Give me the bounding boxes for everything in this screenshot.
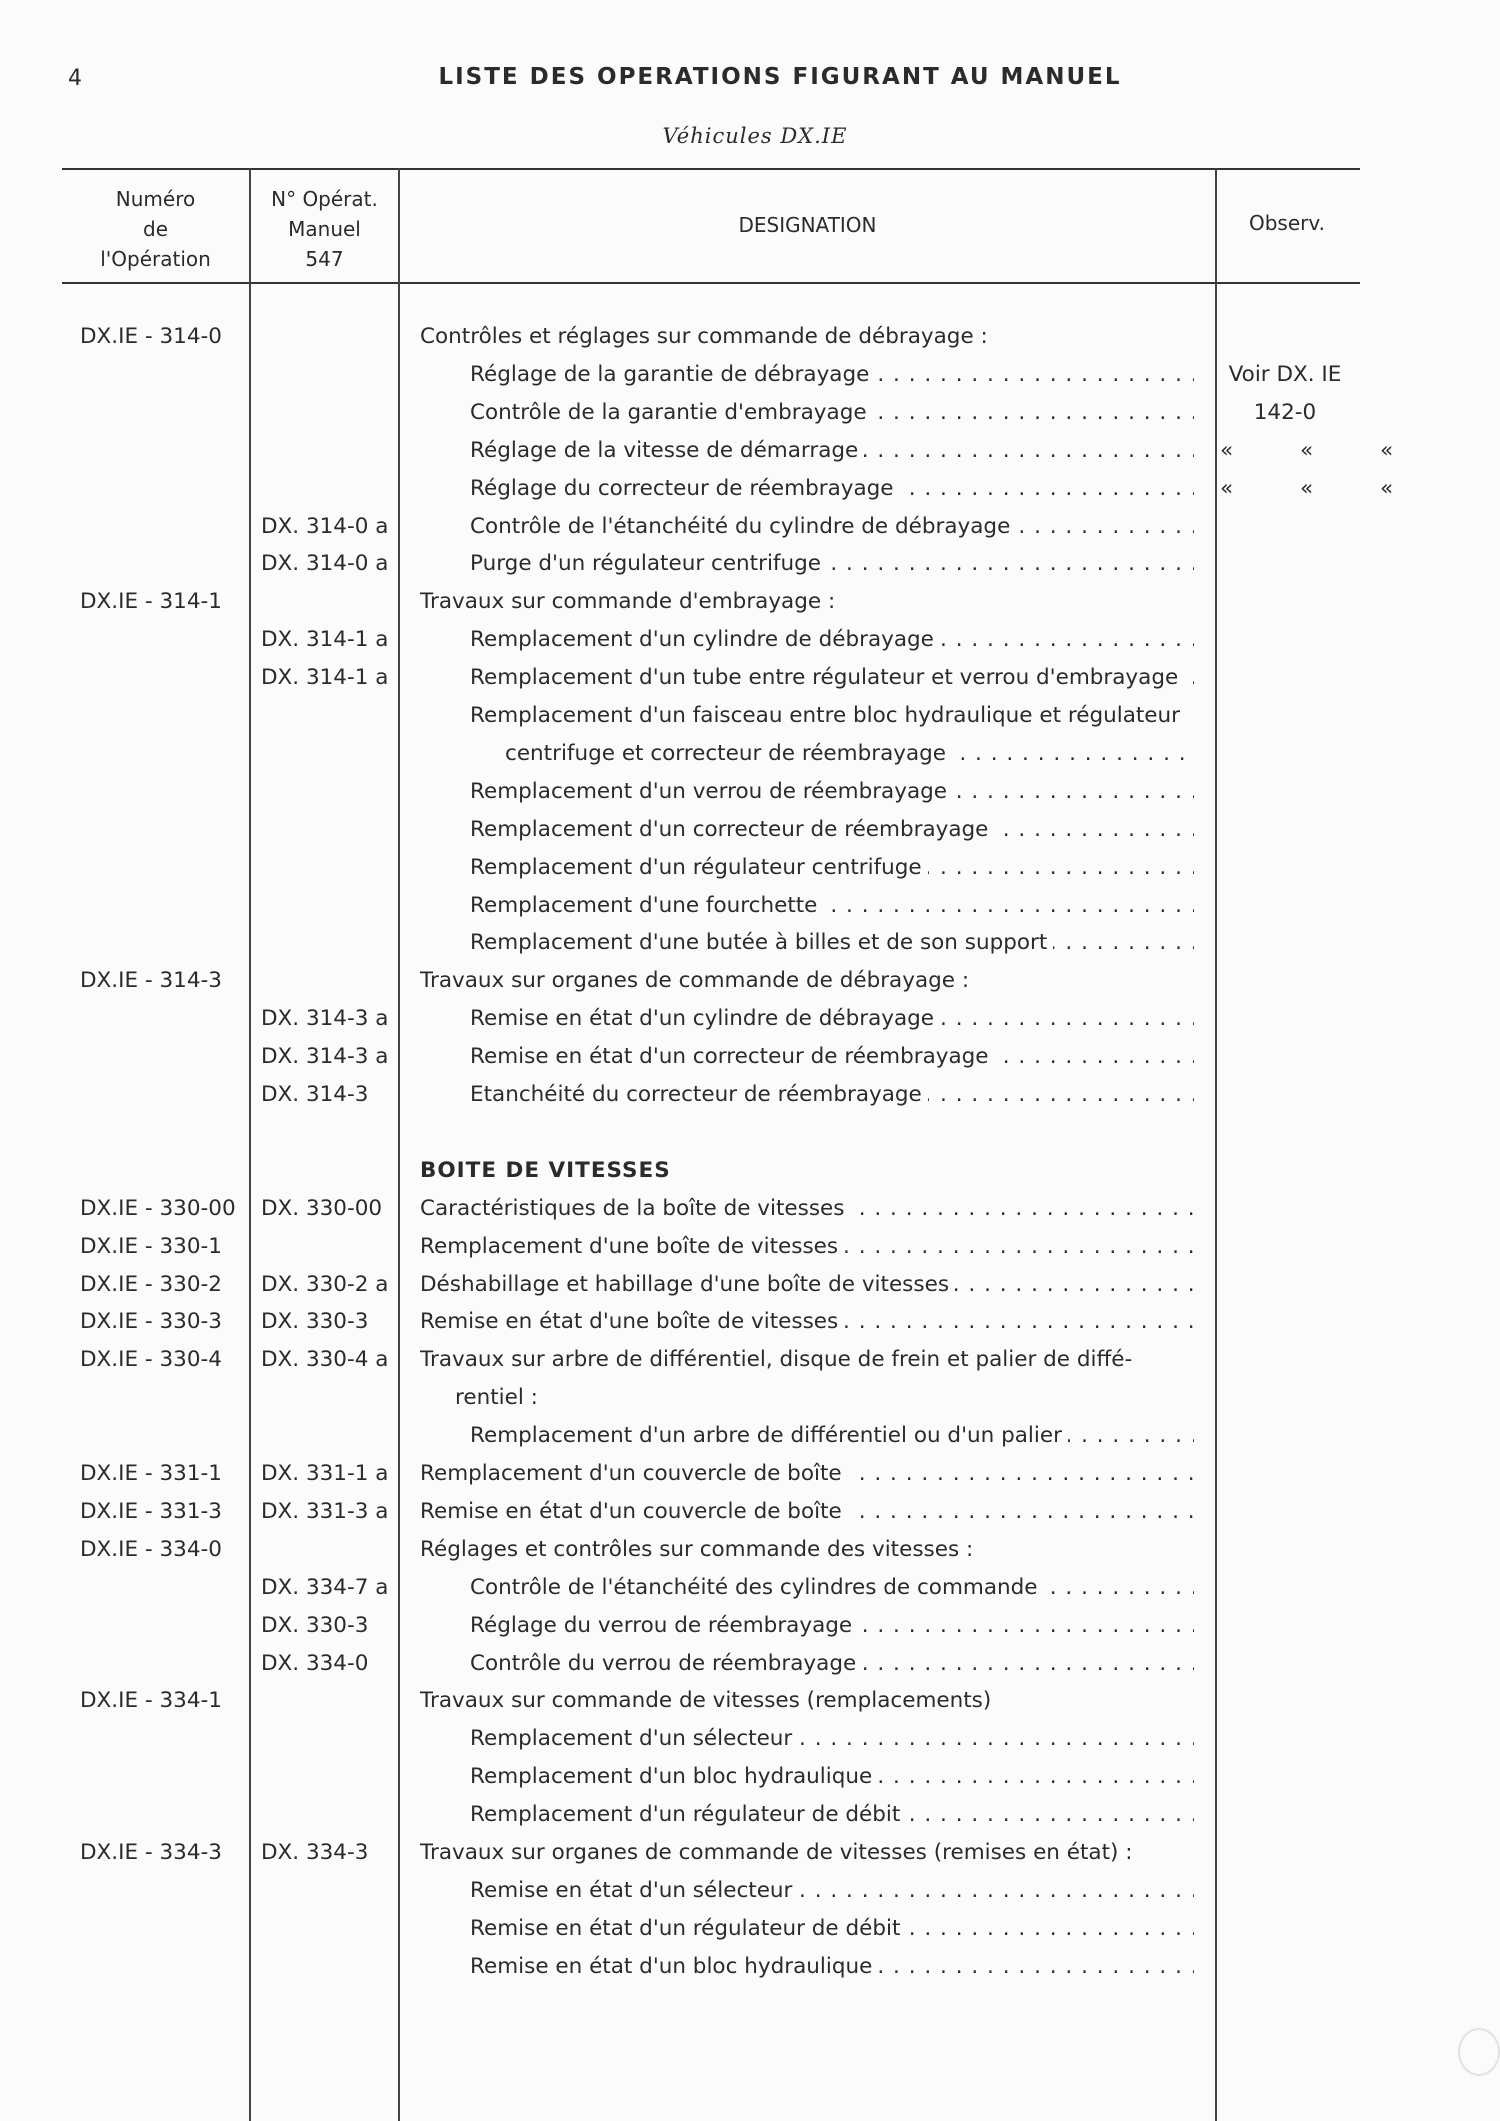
manual-operation-number: DX. 314-3 <box>261 1082 369 1107</box>
designation <box>505 735 1194 773</box>
table-row <box>0 962 1500 1000</box>
manual-operation-number: DX. 330-00 <box>261 1195 383 1221</box>
designation <box>420 1455 1194 1493</box>
designation <box>420 1682 997 1720</box>
designation <box>470 887 1194 925</box>
table-row <box>0 1720 1500 1758</box>
table-row <box>0 1645 1500 1683</box>
table-row <box>0 1455 1500 1493</box>
designation-text: Remplacement d'une fourchette <box>470 893 823 918</box>
designation-text: Remise en état d'un couvercle de boîte <box>420 1499 848 1524</box>
table-row <box>0 1076 1500 1114</box>
observation: « « « <box>1220 437 1424 463</box>
table-row <box>0 924 1500 962</box>
section-title <box>420 1152 677 1190</box>
designation <box>470 432 1194 470</box>
designation <box>470 394 1194 432</box>
designation-text: Remplacement d'un régulateur de débit <box>470 1802 906 1827</box>
designation <box>420 1266 1194 1304</box>
table-row <box>0 545 1500 583</box>
operation-number: DX.IE - 334-3 <box>80 1840 222 1865</box>
designation <box>470 1076 1194 1114</box>
designation-text: Déshabillage et habillage d'une boîte de vitesses <box>420 1272 955 1297</box>
table-row <box>0 887 1500 925</box>
table-row <box>0 394 1500 432</box>
designation-text: Remplacement d'une butée à billes et de son support <box>470 930 1053 955</box>
designation <box>470 545 1194 583</box>
designation <box>420 1114 426 1152</box>
designation <box>470 621 1194 659</box>
table-row <box>0 1000 1500 1038</box>
designation <box>470 508 1194 546</box>
designation <box>470 1872 1194 1910</box>
column-header-observations: Observ. <box>1248 211 1326 235</box>
table-row <box>0 470 1500 508</box>
designation-text: Remplacement d'un sélecteur <box>470 1726 798 1751</box>
table-row <box>0 1341 1500 1379</box>
table-row <box>0 811 1500 849</box>
table-row <box>0 1152 1500 1190</box>
manual-operation-number: DX. 314-0 a <box>261 513 389 539</box>
designation-text: Remplacement d'un correcteur de réembrayage <box>470 817 994 842</box>
designation-text: BOITE DE VITESSES <box>420 1158 677 1183</box>
table-row <box>0 583 1500 621</box>
table-row <box>0 1758 1500 1796</box>
designation <box>455 1379 544 1417</box>
designation <box>470 1910 1194 1948</box>
observation: « « « <box>1220 475 1424 501</box>
column-header-manual-line-3: 547 <box>305 247 344 271</box>
designation <box>470 1607 1194 1645</box>
manual-operation-number: DX. 334-0 <box>261 1650 369 1676</box>
manual-operation-number: DX. 314-3 a <box>261 1044 389 1070</box>
designation-text: Remplacement d'un arbre de différentiel ou d'un palier <box>470 1423 1068 1448</box>
column-header-manual-line-1: N° Opérat. <box>271 187 378 211</box>
designation <box>470 811 1194 849</box>
table-row <box>0 1834 1500 1872</box>
column-header-number-line-1: Numéro <box>115 187 196 211</box>
table-row <box>0 1910 1500 1948</box>
designation-text: Travaux sur organes de commande de débrayage : <box>420 968 975 993</box>
manual-operation-number: DX. 314-1 a <box>261 627 389 653</box>
page-title: LISTE DES OPERATIONS FIGURANT AU MANUEL <box>438 64 1122 90</box>
table-row <box>0 659 1500 697</box>
designation-text: Caractéristiques de la boîte de vitesses <box>420 1196 851 1221</box>
designation-text: Contrôle de l'étanchéité du cylindre de débrayage <box>470 514 1016 539</box>
column-header-designation: DESIGNATION <box>738 213 877 237</box>
table-row <box>0 773 1500 811</box>
table-row <box>0 508 1500 546</box>
designation-text: Remise en état d'une boîte de vitesses <box>420 1309 844 1334</box>
punch-hole-mark <box>1458 2028 1500 2076</box>
table-row <box>0 849 1500 887</box>
table-row <box>0 432 1500 470</box>
designation-text <box>420 1120 426 1145</box>
designation-text: Remplacement d'un couvercle de boîte <box>420 1461 848 1486</box>
designation-text: Réglages et contrôles sur commande des vitesses : <box>420 1537 979 1562</box>
designation-text: Purge d'un régulateur centrifuge <box>470 551 827 576</box>
designation-text: Travaux sur organes de commande de vitesses (remises en état) : <box>420 1840 1139 1865</box>
designation <box>470 1720 1194 1758</box>
designation-text: Remise en état d'un cylindre de débrayage <box>470 1006 940 1031</box>
operation-number: DX.IE - 331-1 <box>80 1461 222 1486</box>
manual-operation-number: DX. 314-0 a <box>261 551 389 577</box>
designation-text: Remise en état d'un sélecteur <box>470 1878 798 1903</box>
manual-operation-number: DX. 330-3 <box>261 1612 369 1638</box>
designation <box>470 659 1194 697</box>
designation-text: Contrôle de la garantie d'embrayage <box>470 400 873 425</box>
designation <box>420 1341 1138 1379</box>
designation <box>420 1190 1194 1228</box>
designation-text: Remplacement d'un régulateur centrifuge <box>470 855 928 880</box>
designation-text: Remplacement d'un bloc hydraulique <box>470 1764 878 1789</box>
designation-text: Remplacement d'un faisceau entre bloc hydraulique et régulateur <box>470 703 1186 728</box>
manual-operation-number: DX. 314-1 a <box>261 665 389 691</box>
table-header-rule <box>62 282 1360 284</box>
designation <box>420 583 841 621</box>
column-header-manual-line-2: Manuel <box>288 217 361 241</box>
manual-operation-number: DX. 330-3 <box>261 1309 369 1335</box>
designation <box>470 1796 1194 1834</box>
column-header-number-line-3: l'Opération <box>100 247 211 271</box>
observation: Voir DX. IE <box>1228 361 1342 387</box>
table-row <box>0 1379 1500 1417</box>
operation-number: DX.IE - 330-2 <box>80 1271 222 1297</box>
table-top-rule <box>62 168 1360 170</box>
operation-number: DX.IE - 330-3 <box>80 1309 222 1335</box>
table-row <box>0 1872 1500 1910</box>
page-number: 4 <box>68 66 82 91</box>
manual-operation-number: DX. 331-3 a <box>261 1498 389 1524</box>
designation <box>420 962 975 1000</box>
operation-number: DX.IE - 334-0 <box>80 1536 222 1562</box>
manual-operation-number: DX. 330-4 a <box>261 1347 389 1373</box>
designation <box>420 1493 1194 1531</box>
designation <box>470 470 1194 508</box>
designation <box>470 773 1194 811</box>
operation-number: DX.IE - 334-1 <box>80 1688 222 1714</box>
designation-text: Contrôle de l'étanchéité des cylindres de commande <box>470 1575 1044 1600</box>
table-row <box>0 1493 1500 1531</box>
operation-number: DX.IE - 331-3 <box>80 1498 222 1524</box>
designation <box>470 697 1186 735</box>
observation: 142-0 <box>1253 399 1317 425</box>
designation-text: Remplacement d'un tube entre régulateur et verrou d'embrayage <box>470 665 1184 690</box>
table-row <box>0 1569 1500 1607</box>
designation-text: Remise en état d'un bloc hydraulique <box>470 1954 878 1979</box>
table-row <box>0 621 1500 659</box>
designation-text: Contrôles et réglages sur commande de débrayage : <box>420 324 994 349</box>
table-row <box>0 1682 1500 1720</box>
column-header-number <box>62 184 249 274</box>
page-subtitle: Véhicules DX.IE <box>662 124 848 148</box>
designation <box>470 1645 1194 1683</box>
designation-text: Remise en état d'un régulateur de débit <box>470 1916 906 1941</box>
designation-text: Remplacement d'un verrou de réembrayage <box>470 779 953 804</box>
designation <box>420 318 994 356</box>
designation <box>470 1000 1194 1038</box>
table-row <box>0 1303 1500 1341</box>
operation-number: DX.IE - 330-1 <box>80 1233 222 1259</box>
designation-text: Réglage de la garantie de débrayage <box>470 362 875 387</box>
designation-text: Réglage du verrou de réembrayage <box>470 1613 858 1638</box>
operation-number: DX.IE - 314-3 <box>80 968 222 994</box>
designation <box>420 1834 1139 1872</box>
table-row <box>0 1607 1500 1645</box>
designation-text: Travaux sur commande de vitesses (remplacements) <box>420 1688 997 1713</box>
table-row <box>0 1228 1500 1266</box>
designation <box>420 1228 1194 1266</box>
table-row <box>0 1190 1500 1228</box>
designation-text: Remise en état d'un correcteur de réembrayage <box>470 1044 995 1069</box>
designation <box>420 1303 1194 1341</box>
table-row <box>0 318 1500 356</box>
table-row <box>0 1531 1500 1569</box>
manual-operation-number: DX. 331-1 a <box>261 1461 389 1486</box>
designation-text: Remplacement d'un cylindre de débrayage <box>470 627 940 652</box>
designation-text: Réglage du correcteur de réembrayage <box>470 476 900 501</box>
column-header-manual <box>251 184 398 274</box>
table-row <box>0 1038 1500 1076</box>
designation <box>470 849 1194 887</box>
designation-text: Etanchéité du correcteur de réembrayage <box>470 1082 928 1107</box>
designation <box>420 1531 979 1569</box>
manual-operation-number: DX. 334-7 a <box>261 1574 389 1600</box>
designation <box>470 1758 1194 1796</box>
designation <box>470 356 1194 394</box>
designation <box>470 924 1194 962</box>
manual-operation-number: DX. 334-3 <box>261 1840 369 1865</box>
table-row <box>0 1417 1500 1455</box>
table-row <box>0 356 1500 394</box>
designation-text: Contrôle du verrou de réembrayage <box>470 1651 862 1676</box>
designation-text: rentiel : <box>455 1385 544 1410</box>
table-row <box>0 1266 1500 1304</box>
column-header-number-line-2: de <box>143 217 168 241</box>
designation-text: Remplacement d'une boîte de vitesses <box>420 1234 844 1259</box>
manual-operation-number: DX. 330-2 a <box>261 1271 389 1297</box>
table-row <box>0 1114 1500 1152</box>
operation-number: DX.IE - 330-4 <box>80 1347 222 1373</box>
designation <box>470 1948 1194 1986</box>
designation <box>470 1038 1194 1076</box>
designation-text: Travaux sur arbre de différentiel, disque de frein et palier de diffé- <box>420 1347 1138 1372</box>
designation <box>470 1417 1194 1455</box>
table-row <box>0 697 1500 735</box>
designation-text: centrifuge et correcteur de réembrayage <box>505 741 952 766</box>
operation-number: DX.IE - 330-00 <box>80 1195 236 1221</box>
operation-number: DX.IE - 314-0 <box>80 324 222 349</box>
designation-text: Travaux sur commande d'embrayage : <box>420 589 841 614</box>
manual-operation-number: DX. 314-3 a <box>261 1006 389 1032</box>
table-row <box>0 1796 1500 1834</box>
operation-number: DX.IE - 314-1 <box>80 589 222 615</box>
table-row <box>0 735 1500 773</box>
table-row <box>0 1948 1500 1986</box>
designation-text: Réglage de la vitesse de démarrage <box>470 438 864 463</box>
designation <box>470 1569 1194 1607</box>
